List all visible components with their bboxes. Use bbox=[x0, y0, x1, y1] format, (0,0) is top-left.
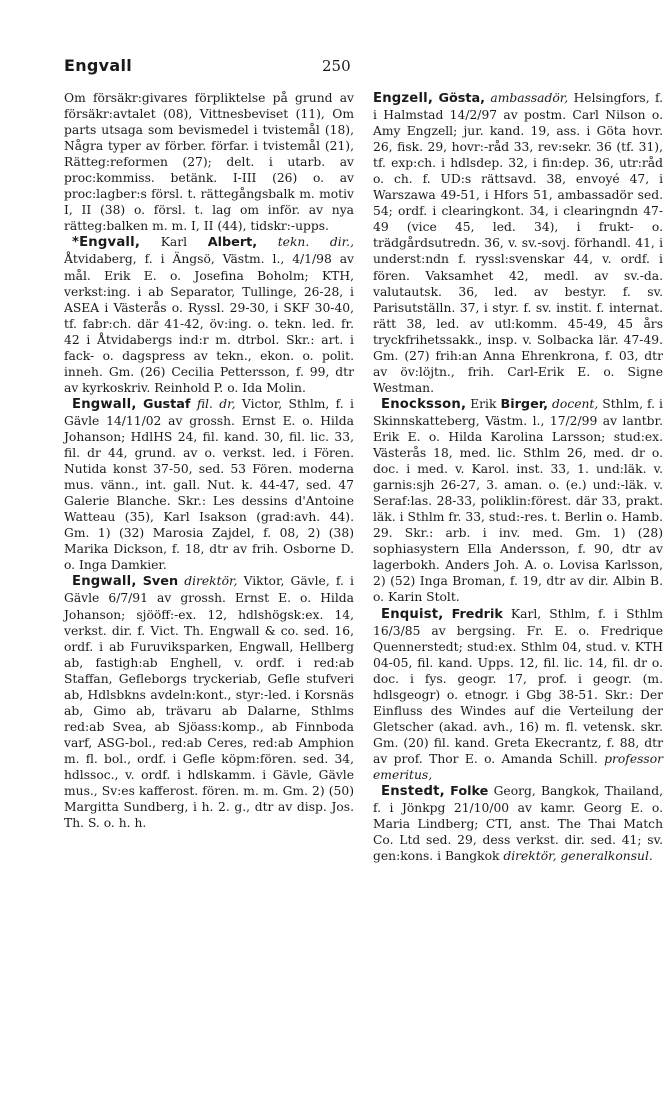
entry-enquist-fredrik bbox=[373, 606, 663, 784]
entry-engvall-albert bbox=[64, 234, 354, 395]
entry-surname: Enstedt, bbox=[381, 784, 445, 800]
entry-given-name: Albert, bbox=[207, 235, 258, 251]
entry-title: ambassadör, bbox=[490, 91, 569, 105]
right-column bbox=[373, 90, 663, 864]
entry-title: direktör, generalkonsul. bbox=[503, 849, 653, 864]
entry-given-name: Gösta, bbox=[438, 91, 485, 106]
entry-title: tekn. dir., bbox=[277, 235, 354, 250]
entry-text: Georg, Bangkok, Thailand, f. i Jönkpg 21/10/00 av kamr. Georg E. o. Maria Lindberg; CTI, anst. The Thai Match Co. Ltd sed. 29, dess verkst. dir. sed. 41; sv. gen:kons. i Bangkok bbox=[373, 784, 663, 864]
running-head: Engvall bbox=[64, 56, 133, 75]
entry-text: Karl, Sthlm, f. i Sthlm 16/3/85 av bergsing. Fr. E. o. Fredrique Quennerstedt; stud:ex. Sthlm 04, stud. v. KTH 04-05, fil. kand. Upps. 12, fil. lic. 14, fil. dr o. doc. i fys. geogr. 17, prof. i geogr. (m. hdlsgeogr) o. etnogr. i Gbg 38-51. Skr.: Der Einfluss des Windes auf die Verteilung der Gletscher (akad. avh., 16) m. fl. vetensk. skr. Gm. (20) fil. kand. Greta Ekecrantz, f. 88, dtr av prof. Thor E. o. Amanda Schill. bbox=[373, 606, 663, 766]
entry-engzell-gosta bbox=[373, 90, 663, 396]
entry-continuation: Om försäkr:givares förpliktelse på grund av försäkr:avtalet (08), Vittnesbeviset (11), Om parts utsaga som bevismedel i tvistemål (18), Några typer av förber. förfar. i tvistemål (21), Rätteg:reformen (27); delt. i utarb. av proc:kommiss. betänk. I-III (26) o. av proc:lagber:s försl. t. rättegångsbalk m. motiv I, II (38) o. försl. t. lag om inför. av nya rätteg:balken m. m. I, II (44), tidskr:-upps. bbox=[64, 91, 354, 234]
entry-text: Victor, Sthlm, f. i Gävle 14/11/02 av grossh. Ernst E. o. Hilda Johanson; HdlHS 24, fil. kand. 30, fil. lic. 33, fil. dr 44, grund. av o. verkst. led. i Fören. Nutida konst 37-50, sed. 53 Fören. moderna mus. vänn., int. gall. Nut. k. 44-47, sed. 47 Galerie Blanche. Skr.: Les dessins d'Antoine Watteau (35), Karl Isakson (grad:avh. 44). Gm. 1) (32) Marosia Zajdel, f. 08, 2) (38) Marika Dickson, f. 18, dtr av frih. Osborne D. o. Inga Damkier. bbox=[64, 396, 354, 573]
entry-given-name: Folke bbox=[450, 784, 489, 800]
entry-text: Viktor, Gävle, f. i Gävle 6/7/91 av grossh. Ernst E. o. Hilda Johanson; sjööff:-ex. 12, hdlshögsk:ex. 14, verkst. dir. f. Vict. Th. Engwall & co. sed. 16, ordf. i ab Furuviksparken, Engwall, Hellberg ab, fastigh:ab Enghell, v. ordf. i red:ab Staffan, Gefleborgs tryckeriab, Gefle stufveri ab, Hdlsbkns avdeln:kont., styr:-led. i Korsnäs ab, Gimo ab, trävaru ab Dalarne, Sthlms red:ab Svea, ab Sjöass:komp., ab Finnboda varf, ASG-bol., red:ab Ceres, red:ab Amphion m. fl. bol., ordf. i Gefle köpm:fören. sed. 34, hdlssoc., v. ordf. i hdlskamm. i Gävle, Gävle mus., Sv:es kafferost. fören. m. m. Gm. 2) (50) Margitta Sundberg, i h. 2. g., dtr av disp. Jos. Th. S. o. h. h. bbox=[64, 574, 354, 831]
entry-surname: *Engvall, bbox=[72, 235, 141, 251]
entry-enocksson-birger bbox=[373, 396, 663, 606]
entry-text: Åtvidaberg, f. i Ängsö, Västm. l., 4/1/98 av mål. Erik E. o. Josefina Boholm; KTH, verkst:ing. i ab Separator, Tullinge, 26-28, i ASEA i Västerås o. Ryssl. 29-30, i SKF 30-40, tf. fabr:ch. där 41-42, öv:ing. o. tekn. led. fr. 42 i Åtvidabergs ind:r m. dtrbol. Skr.: art. i fack- o. dagspress av tekn., ekon. o. polit. inneh. Gm. (26) Cecilia Pettersson, f. 99, dtr av kyrkoskriv. Reinhold P. o. Ida Molin. bbox=[64, 252, 354, 395]
entry-text: Erik bbox=[470, 396, 497, 411]
entry-text: Karl bbox=[160, 235, 188, 250]
entry-text: Sthlm, f. i Skinnskatteberg, Västm. l., 17/2/99 av lantbr. Erik E. o. Hilda Karolina Larsson; stud:ex. Västerås 18, med. lic. Sthlm 26, med. dr o. doc. i med. v. Karol. inst. 33, 1. und:läk. v. garnis:sjh 26-27, 3. aman. o. (e.) und:-läk. v. Seraf:las. 28-33, poliklin:förest. där 33, prakt. läk. i Sthlm fr. 33, stud:-res. t. Berlin o. Hamb. 29. Skr.: arb. i inv. med. Gm. 1) (28) sophiasystern Ella Andersson, f. 90, dtr av lagerbokh. Anders Joh. A. o. Lovisa Karlsson, 2) (52) Inga Broman, f. 19, dtr av dir. Albin B. o. Karin Stolt. bbox=[373, 396, 663, 605]
entry-given-name: Gustaf bbox=[142, 396, 191, 412]
page-number: 250 bbox=[322, 57, 351, 75]
entry-surname: Enquist, bbox=[381, 606, 444, 622]
entry-title: professor emeritus, bbox=[373, 751, 663, 782]
entry-enstedt-folke bbox=[373, 783, 663, 864]
entry-text: Helsingfors, f. i Halmstad 14/2/97 av postm. Carl Nilson o. Amy Engzell; jur. kand. 19, ass. i Göta hovr. 26, fisk. 29, hovr:-råd 33, rev:sekr. 36 (tf. 31), tf. exp:ch. i hdlsdep. 32, i fin:dep. 36, utr:råd o. ch. f. UD:s rättsavd. 38, envoyé 47, i Warszawa 49-51, i Hfors 51, ambassadör sed. 54; ordf. i clearingkont. 34, i clearingndn 47-49 (vice 45, led. 34), i frukt- o. trädgårdsutredn. 36, v. sv.-sovj. förhandl. 41, i underst:ndn f. ryssl:svenskar 44, v. ordf. i fören. Vaksamhet 42, medl. av sv.-da. valutautsk. 36, led. av bestyr. f. sv. Parisutställn. 37, i styr. f. sv. instit. f. internat. rätt 38, led. av utl:komm. 45-49, 45 års tryckfrihetssakk., insp. v. Solbacka lär. 47-49. Gm. (27) frih:an Anna Ehrenkrona, f. 03, dtr av öv:löjtn., frih. Carl-Erik E. o. Signe Westman. bbox=[373, 91, 663, 395]
entry-title: fil. dr, bbox=[196, 396, 236, 411]
entry-engwall-gustaf bbox=[64, 396, 354, 574]
entry-given-name: Fredrik bbox=[451, 606, 503, 622]
entry-surname: Enocksson, bbox=[381, 396, 467, 412]
entry-surname: Engwall, bbox=[72, 574, 137, 590]
entry-surname: Engwall, bbox=[72, 396, 137, 412]
entry-surname: Engzell, bbox=[373, 91, 434, 106]
entry-title: direktör, bbox=[184, 574, 238, 589]
entry-title: docent, bbox=[552, 396, 599, 411]
entry-given-name: Birger, bbox=[500, 396, 549, 412]
entry-engwall-sven bbox=[64, 573, 354, 831]
entry-given-name: Sven bbox=[142, 574, 179, 590]
left-column bbox=[64, 90, 354, 831]
